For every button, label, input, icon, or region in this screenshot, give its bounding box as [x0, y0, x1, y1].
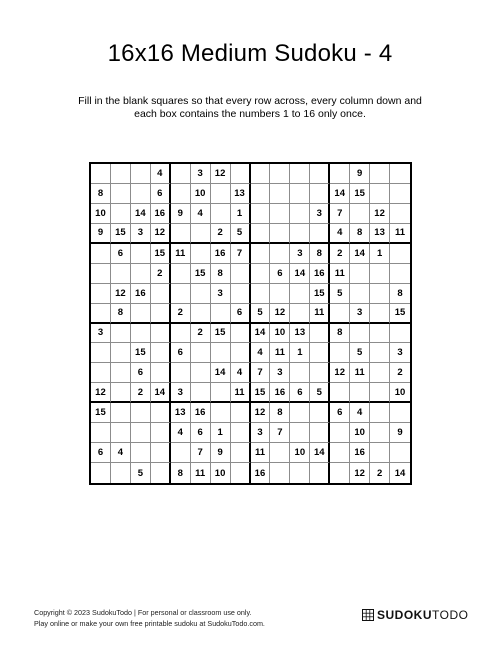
- sudoku-cell-blank: [91, 304, 111, 324]
- page-title: 16x16 Medium Sudoku - 4: [107, 40, 393, 67]
- sudoku-cell-blank: [91, 264, 111, 284]
- sudoku-cell-given: 10: [211, 463, 231, 483]
- sudoku-cell-blank: [251, 244, 271, 264]
- sudoku-cell-blank: [370, 343, 390, 363]
- sudoku-cell-given: 4: [151, 164, 171, 184]
- sudoku-cell-blank: [171, 264, 191, 284]
- sudoku-cell-given: 11: [390, 224, 410, 244]
- sudoku-cell-blank: [350, 383, 370, 403]
- sudoku-cell-blank: [111, 363, 131, 383]
- sudoku-cell-given: 1: [370, 244, 390, 264]
- sudoku-cell-blank: [370, 443, 390, 463]
- sudoku-cell-given: 8: [211, 264, 231, 284]
- sudoku-cell-given: 12: [211, 164, 231, 184]
- sudoku-cell-given: 4: [231, 363, 251, 383]
- sudoku-cell-blank: [290, 363, 310, 383]
- sudoku-cell-blank: [171, 443, 191, 463]
- sudoku-cell-blank: [390, 264, 410, 284]
- sudoku-cell-given: 6: [270, 264, 290, 284]
- grid-logo-icon: [362, 609, 374, 621]
- sudoku-cell-given: 15: [251, 383, 271, 403]
- sudoku-cell-blank: [270, 224, 290, 244]
- sudoku-cell-given: 13: [370, 224, 390, 244]
- promo-line: Play online or make your own free printable sudoku at SudokuTodo.com.: [34, 619, 265, 628]
- sudoku-cell-given: 11: [310, 304, 330, 324]
- sudoku-cell-given: 3: [191, 164, 211, 184]
- sudoku-cell-given: 3: [270, 363, 290, 383]
- sudoku-cell-blank: [290, 204, 310, 224]
- sudoku-cell-given: 9: [211, 443, 231, 463]
- sudoku-cell-given: 3: [131, 224, 151, 244]
- sudoku-cell-blank: [111, 383, 131, 403]
- sudoku-grid: [89, 162, 412, 485]
- sudoku-cell-blank: [131, 264, 151, 284]
- sudoku-cell-blank: [290, 403, 310, 423]
- sudoku-cell-given: 4: [111, 443, 131, 463]
- sudoku-cell-blank: [310, 324, 330, 344]
- sudoku-cell-blank: [171, 363, 191, 383]
- sudoku-cell-given: 10: [191, 184, 211, 204]
- sudoku-cell-blank: [270, 164, 290, 184]
- sudoku-cell-given: 1: [211, 423, 231, 443]
- sudoku-cell-given: 2: [191, 324, 211, 344]
- sudoku-cell-given: 11: [270, 343, 290, 363]
- sudoku-cell-given: 7: [251, 363, 271, 383]
- sudoku-cell-given: 6: [330, 403, 350, 423]
- sudoku-cell-blank: [151, 343, 171, 363]
- sudoku-cell-blank: [131, 304, 151, 324]
- sudoku-cell-given: 5: [310, 383, 330, 403]
- sudoku-cell-blank: [111, 463, 131, 483]
- sudoku-cell-given: 16: [191, 403, 211, 423]
- sudoku-cell-blank: [350, 284, 370, 304]
- sudoku-cell-blank: [211, 204, 231, 224]
- sudoku-cell-given: 2: [390, 363, 410, 383]
- sudoku-cell-blank: [231, 324, 251, 344]
- sudoku-cell-given: 8: [390, 284, 410, 304]
- sudoku-cell-given: 16: [211, 244, 231, 264]
- sudoku-cell-given: 10: [270, 324, 290, 344]
- sudoku-cell-given: 8: [91, 184, 111, 204]
- sudoku-cell-blank: [191, 383, 211, 403]
- sudoku-cell-blank: [270, 463, 290, 483]
- sudoku-cell-blank: [171, 164, 191, 184]
- sudoku-cell-given: 5: [251, 304, 271, 324]
- sudoku-cell-blank: [251, 264, 271, 284]
- sudoku-cell-given: 16: [151, 204, 171, 224]
- sudoku-cell-given: 8: [350, 224, 370, 244]
- sudoku-cell-blank: [111, 324, 131, 344]
- sudoku-cell-given: 5: [330, 284, 350, 304]
- sudoku-cell-given: 16: [270, 383, 290, 403]
- sudoku-cell-blank: [350, 324, 370, 344]
- sudoku-cell-blank: [370, 423, 390, 443]
- sudoku-cell-given: 14: [290, 264, 310, 284]
- sudoku-cell-blank: [231, 443, 251, 463]
- logo-text-todo: TODO: [432, 608, 469, 622]
- sudoku-cell-blank: [330, 443, 350, 463]
- sudoku-cell-given: 15: [131, 343, 151, 363]
- sudoku-cell-given: 12: [350, 463, 370, 483]
- sudoku-cell-blank: [211, 403, 231, 423]
- sudoku-cell-given: 6: [111, 244, 131, 264]
- sudoku-cell-blank: [370, 324, 390, 344]
- sudoku-cell-blank: [370, 264, 390, 284]
- sudoku-cell-blank: [390, 244, 410, 264]
- sudoku-cell-blank: [370, 304, 390, 324]
- sudoku-cell-blank: [131, 184, 151, 204]
- sudoku-cell-given: 14: [151, 383, 171, 403]
- sudoku-cell-blank: [131, 164, 151, 184]
- sudoku-cell-blank: [111, 403, 131, 423]
- sudoku-cell-blank: [310, 164, 330, 184]
- sudoku-cell-blank: [111, 264, 131, 284]
- sudoku-cell-blank: [191, 284, 211, 304]
- sudoku-cell-given: 6: [131, 363, 151, 383]
- sudoku-cell-blank: [390, 403, 410, 423]
- logo-text-sudoku: SUDOKU: [377, 608, 433, 622]
- sudoku-cell-given: 7: [270, 423, 290, 443]
- sudoku-cell-given: 12: [270, 304, 290, 324]
- sudoku-cell-given: 11: [231, 383, 251, 403]
- sudoku-cell-given: 13: [171, 403, 191, 423]
- sudoku-cell-blank: [171, 324, 191, 344]
- sudoku-cell-blank: [111, 184, 131, 204]
- sudoku-cell-given: 10: [290, 443, 310, 463]
- sudoku-cell-given: 12: [251, 403, 271, 423]
- sudoku-cell-blank: [310, 184, 330, 204]
- sudoku-cell-blank: [111, 164, 131, 184]
- sudoku-cell-blank: [330, 343, 350, 363]
- sudoku-cell-given: 15: [211, 324, 231, 344]
- sudoku-cell-given: 2: [151, 264, 171, 284]
- sudoku-cell-blank: [151, 363, 171, 383]
- sudoku-cell-given: 15: [191, 264, 211, 284]
- sudoku-cell-given: 8: [270, 403, 290, 423]
- sudoku-cell-blank: [211, 184, 231, 204]
- sudoku-cell-blank: [310, 343, 330, 363]
- sudoku-cell-blank: [270, 204, 290, 224]
- sudoku-cell-given: 6: [151, 184, 171, 204]
- sudoku-cell-blank: [290, 463, 310, 483]
- sudoku-cell-given: 7: [330, 204, 350, 224]
- sudoku-cell-given: 9: [390, 423, 410, 443]
- sudoku-cell-blank: [231, 284, 251, 304]
- instructions: Fill in the blank squares so that every row across, every column down and each box contains the numbers 1 to 16 only once.: [78, 95, 422, 120]
- sudoku-cell-given: 7: [231, 244, 251, 264]
- sudoku-cell-blank: [151, 304, 171, 324]
- sudoku-cell-given: 9: [171, 204, 191, 224]
- sudoku-cell-given: 5: [350, 343, 370, 363]
- sudoku-cell-blank: [330, 463, 350, 483]
- sudoku-cell-given: 13: [290, 324, 310, 344]
- sudoku-cell-blank: [330, 423, 350, 443]
- sudoku-cell-given: 16: [251, 463, 271, 483]
- sudoku-cell-blank: [91, 343, 111, 363]
- sudoku-cell-blank: [390, 204, 410, 224]
- sudoku-cell-given: 15: [91, 403, 111, 423]
- sudoku-cell-blank: [251, 284, 271, 304]
- sudoku-cell-blank: [211, 343, 231, 363]
- sudoku-cell-given: 12: [151, 224, 171, 244]
- brand-logo: [362, 608, 468, 622]
- sudoku-cell-blank: [310, 363, 330, 383]
- sudoku-cell-blank: [350, 204, 370, 224]
- sudoku-cell-blank: [390, 443, 410, 463]
- sudoku-cell-blank: [91, 244, 111, 264]
- sudoku-cell-blank: [171, 284, 191, 304]
- sudoku-cell-given: 6: [171, 343, 191, 363]
- sudoku-cell-given: 15: [390, 304, 410, 324]
- sudoku-cell-given: 6: [290, 383, 310, 403]
- sudoku-cell-blank: [111, 204, 131, 224]
- sudoku-cell-given: 6: [91, 443, 111, 463]
- sudoku-cell-blank: [91, 363, 111, 383]
- sudoku-cell-blank: [171, 184, 191, 204]
- sudoku-cell-given: 3: [211, 284, 231, 304]
- sudoku-cell-given: 14: [310, 443, 330, 463]
- sudoku-cell-blank: [131, 244, 151, 264]
- sudoku-cell-given: 2: [330, 244, 350, 264]
- sudoku-cell-given: 2: [171, 304, 191, 324]
- sudoku-cell-given: 3: [310, 204, 330, 224]
- sudoku-cell-given: 13: [231, 184, 251, 204]
- sudoku-cell-given: 7: [191, 443, 211, 463]
- sudoku-cell-given: 9: [91, 224, 111, 244]
- sudoku-cell-blank: [370, 284, 390, 304]
- sudoku-cell-given: 3: [390, 343, 410, 363]
- sudoku-cell-given: 15: [111, 224, 131, 244]
- sudoku-cell-given: 6: [231, 304, 251, 324]
- sudoku-cell-given: 14: [131, 204, 151, 224]
- sudoku-cell-given: 14: [350, 244, 370, 264]
- sudoku-cell-blank: [151, 443, 171, 463]
- sudoku-cell-blank: [171, 224, 191, 244]
- sudoku-cell-blank: [131, 423, 151, 443]
- sudoku-cell-blank: [370, 383, 390, 403]
- sudoku-cell-blank: [231, 423, 251, 443]
- sudoku-cell-given: 15: [151, 244, 171, 264]
- sudoku-cell-blank: [191, 224, 211, 244]
- sudoku-cell-blank: [350, 264, 370, 284]
- sudoku-cell-given: 2: [370, 463, 390, 483]
- sudoku-cell-blank: [131, 403, 151, 423]
- sudoku-cell-blank: [290, 284, 310, 304]
- sudoku-cell-given: 3: [171, 383, 191, 403]
- sudoku-cell-given: 5: [131, 463, 151, 483]
- sudoku-cell-given: 4: [191, 204, 211, 224]
- sudoku-cell-blank: [191, 244, 211, 264]
- sudoku-cell-blank: [290, 304, 310, 324]
- sudoku-cell-blank: [330, 164, 350, 184]
- sudoku-cell-given: 16: [310, 264, 330, 284]
- sudoku-cell-blank: [231, 164, 251, 184]
- copyright-line: Copyright © 2023 SudokuTodo | For personal or classroom use only.: [34, 608, 252, 617]
- sudoku-cell-blank: [370, 164, 390, 184]
- sudoku-cell-given: 1: [231, 204, 251, 224]
- sudoku-cell-blank: [211, 304, 231, 324]
- sudoku-cell-blank: [191, 343, 211, 363]
- sudoku-cell-given: 14: [394, 467, 406, 479]
- sudoku-cell-given: 3: [91, 324, 111, 344]
- sudoku-cell-given: 16: [131, 284, 151, 304]
- sudoku-cell-blank: [290, 184, 310, 204]
- sudoku-cell-given: 8: [111, 304, 131, 324]
- sudoku-cell-given: 11: [171, 244, 191, 264]
- sudoku-cell-blank: [151, 423, 171, 443]
- sudoku-cell-given: 11: [251, 443, 271, 463]
- sudoku-cell-given: 14: [211, 363, 231, 383]
- sudoku-cell-given: 4: [251, 343, 271, 363]
- sudoku-cell-given: 8: [330, 324, 350, 344]
- sudoku-cell-blank: [151, 463, 171, 483]
- sudoku-cell-blank: [131, 324, 151, 344]
- sudoku-cell-given: 1: [290, 343, 310, 363]
- sudoku-cell-blank: [231, 403, 251, 423]
- sudoku-cell-blank: [310, 403, 330, 423]
- sudoku-cell-blank: [231, 463, 251, 483]
- sudoku-cell-given: 12: [370, 204, 390, 224]
- sudoku-cell-blank: [330, 304, 350, 324]
- sudoku-cell-blank: [270, 443, 290, 463]
- sudoku-cell-given: 14: [251, 324, 271, 344]
- sudoku-cell-blank: [310, 423, 330, 443]
- sudoku-cell-blank: [251, 184, 271, 204]
- sudoku-cell-blank: [310, 224, 330, 244]
- sudoku-cell-blank: [270, 184, 290, 204]
- sudoku-cell-given: 11: [191, 463, 211, 483]
- sudoku-cell-blank: [231, 264, 251, 284]
- sudoku-cell-given: 2: [131, 383, 151, 403]
- sudoku-cell-blank: [310, 463, 330, 483]
- sudoku-cell-given: 2: [211, 224, 231, 244]
- sudoku-cell-given: 10: [390, 383, 410, 403]
- sudoku-cell-blank: [270, 244, 290, 264]
- sudoku-cell-blank: [131, 443, 151, 463]
- sudoku-cell-given: 8: [310, 244, 330, 264]
- sudoku-cell-given: 12: [91, 383, 111, 403]
- sudoku-cell-given: 3: [251, 423, 271, 443]
- sudoku-cell-blank: [191, 304, 211, 324]
- sudoku-cell-given: 4: [171, 423, 191, 443]
- sudoku-cell-blank: [151, 284, 171, 304]
- sudoku-cell-given: 11: [330, 264, 350, 284]
- sudoku-cell-blank: [270, 284, 290, 304]
- sudoku-cell-given: 3: [350, 304, 370, 324]
- sudoku-cell-blank: [390, 324, 410, 344]
- sudoku-cell-blank: [91, 284, 111, 304]
- sudoku-cell-blank: [251, 164, 271, 184]
- sudoku-cell-given: 12: [330, 363, 350, 383]
- sudoku-cell-blank: [191, 363, 211, 383]
- sudoku-cell-blank: [390, 184, 410, 204]
- sudoku-cell-blank: [211, 383, 231, 403]
- sudoku-cell-blank: [111, 343, 131, 363]
- sudoku-cell-given: 5: [231, 224, 251, 244]
- sudoku-cell-given: 9: [350, 164, 370, 184]
- footer: [34, 607, 265, 629]
- sudoku-cell-blank: [151, 403, 171, 423]
- sudoku-cell-blank: [330, 383, 350, 403]
- sudoku-cell-given: 14: [330, 184, 350, 204]
- sudoku-cell-given: 15: [310, 284, 330, 304]
- sudoku-cell-blank: [91, 164, 111, 184]
- sudoku-cell-blank: [91, 463, 111, 483]
- sudoku-cell-given: 10: [91, 204, 111, 224]
- sudoku-cell-blank: [370, 363, 390, 383]
- sudoku-cell-blank: [290, 164, 310, 184]
- sudoku-cell-given: 11: [350, 363, 370, 383]
- sudoku-cell-given: 12: [111, 284, 131, 304]
- sudoku-cell-blank: [231, 343, 251, 363]
- sudoku-cell-blank: [151, 324, 171, 344]
- sudoku-cell-blank: [251, 204, 271, 224]
- sudoku-cell-blank: [251, 224, 271, 244]
- sudoku-cell-given: 8: [171, 463, 191, 483]
- sudoku-cell-blank: [290, 423, 310, 443]
- sudoku-cell-given: 10: [350, 423, 370, 443]
- sudoku-cell-blank: [370, 184, 390, 204]
- sudoku-cell-blank: [370, 403, 390, 423]
- sudoku-cell-given: 15: [350, 184, 370, 204]
- sudoku-cell-given: 3: [290, 244, 310, 264]
- sudoku-cell-given: 16: [350, 443, 370, 463]
- sudoku-cell-blank: [390, 164, 410, 184]
- sudoku-cell-given: 4: [350, 403, 370, 423]
- sudoku-cell-blank: [290, 224, 310, 244]
- sudoku-cell-given: 6: [191, 423, 211, 443]
- sudoku-cell-blank: [111, 423, 131, 443]
- sudoku-cell-given: 4: [330, 224, 350, 244]
- sudoku-cell-blank: [91, 423, 111, 443]
